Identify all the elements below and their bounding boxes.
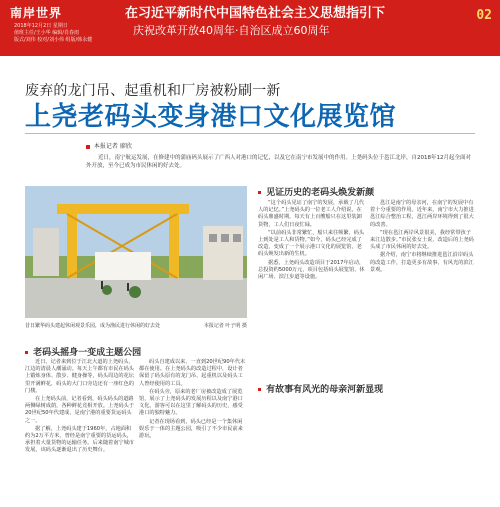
paragraph: 据了解，上尧码头建于1960年，占地面积约为2万平方米，曾经是南宁重要的货运码头，承担着大量货物的运输任务。后来随着南宁城市发展，该码头逐渐退出了历史舞台。 bbox=[25, 425, 134, 454]
paragraph: 记者在现场看到，码头已经是一个集休闲娱乐于一体的主题公园，吸引了不少市民前来游玩。 bbox=[139, 418, 243, 440]
byline-text: 本报记者 廖欣 bbox=[93, 143, 132, 150]
section-title-1 bbox=[25, 345, 141, 358]
section-title-text: 有故事有风光的母亲河新显现 bbox=[266, 385, 384, 395]
section-bullet-icon bbox=[258, 388, 261, 391]
dock-crane-illustration bbox=[25, 186, 247, 318]
lead-paragraph: 近日，南宁航运发展，在修建中的蒲庙码头展示了广西人对港口的记忆，以及它在南宁市发展中的作用。上尧码头位于邕江北岸，自2018年12月起全面对外开放，至今已成为市民休闲的好去处。 bbox=[86, 155, 472, 169]
edition-line: 值班主任/王小华 编辑/肖春雨 bbox=[14, 30, 79, 36]
edition-line: 2018年12月2日 星期日 bbox=[14, 23, 68, 29]
text-column-2 bbox=[139, 359, 247, 441]
banner-line-1: 在习近平新时代中国特色社会主义思想指引下 bbox=[125, 6, 386, 21]
newspaper-logo: 南岸世界 bbox=[10, 6, 63, 20]
article-kicker: 废弃的龙门吊、起重机和厂房被粉刷一新 bbox=[25, 83, 281, 99]
caption-text: 昔日繁华码头建起休闲观景乐园，成为渔民进行休闲的好去处 bbox=[25, 323, 161, 329]
paragraph: “以前码头非常繁忙，船只来往频繁，码头上到处是工人和货物。”如今，码头已经完成了改造，变成了一个展示港口文化的展览馆，老码头焕发出新的生机。 bbox=[258, 229, 365, 258]
text-column-1 bbox=[25, 359, 135, 456]
paragraph: 据悉，上尧码头改造项目于2017年启动，总投资约5000万元，项目包括码头展览馆、休闲广场、滨江步道等设施。 bbox=[258, 259, 365, 281]
photo-credit: 本报记者 叶子明 摄 bbox=[203, 323, 247, 329]
paragraph: 据介绍，南宁市将继续推进邕江沿岸码头的改造工作，打造更多有故事、有风光的滨江景观。 bbox=[370, 252, 474, 273]
banner-line-2: 庆祝改革开放40周年·自治区成立60周年 bbox=[133, 24, 330, 37]
byline bbox=[86, 141, 132, 150]
section-title-2 bbox=[258, 185, 374, 198]
paragraph: “这个码头见证了南宁的发展，承载了几代人的记忆。”上尧码头的一位老工人介绍说，在码头鼎盛时期，每天有上百艘船只在这里装卸货物，工人们日夜忙碌。 bbox=[258, 200, 365, 228]
paragraph: 邕江是南宁的母亲河，在南宁的发展中有着十分重要的作用。近年来，南宁市大力推进邕江综合整治工程，邕江两岸环境得到了很大的改善。 bbox=[370, 200, 474, 228]
paragraph: “现在邕江两岸风景很美，我经常带孩子来江边散步。”市民张女士说，改造后的上尧码头成了市民休闲的好去处。 bbox=[370, 229, 474, 251]
section-title-text: 老码头摇身一变成主题公园 bbox=[33, 348, 142, 358]
section-title-3 bbox=[258, 382, 383, 395]
section-bullet-icon bbox=[25, 351, 28, 354]
section-bullet-icon bbox=[258, 191, 261, 194]
photo-caption bbox=[25, 322, 247, 329]
section-title-text: 见证历史的老码头焕发新颜 bbox=[266, 188, 375, 198]
theme-banner bbox=[125, 6, 465, 37]
edition-info bbox=[14, 23, 92, 44]
masthead bbox=[0, 0, 500, 56]
text-column-3 bbox=[258, 200, 366, 282]
paragraph: 在上尧码头前，记者看到，码头码头的道路两侧绿树成荫，各种鲜花竞相开放。上尧码头于20世纪50年代建成，是南宁港的重要货运码头之一。 bbox=[25, 396, 134, 424]
paragraph: 近日，记者来到位于江北大道的上尧码头，江边的清晨人潮涌动。每天上午都有市民在码头上锻炼身体、散步、健身操等，码头周边的花坛里开满鲜花，码头的大门口旁边还有一座红色的门楼。 bbox=[25, 359, 134, 394]
article-headline: 上尧老码头变身港口文化展览馆 bbox=[25, 102, 397, 132]
page-number: 02 bbox=[476, 8, 492, 23]
divider bbox=[25, 133, 475, 134]
edition-line: 版式/刘伟 校对/刘小伟 组版/韩永健 bbox=[14, 37, 93, 43]
article-photo bbox=[25, 186, 247, 318]
paragraph: 在码头旁，原来的老厂房被改造成了展览馆，展示了上尧码头的发展历程以及南宁港口文化。游客可以在这里了解码头的历史，感受港口的独特魅力。 bbox=[139, 388, 243, 417]
byline-marker-icon bbox=[86, 145, 90, 149]
paragraph: 码头自建成以来，一直到20世纪90年代末都在使用。在上尧码头的改造过程中，设计者保留了码头原有的龙门吊、起重机以及码头工人曾经使用的工具。 bbox=[139, 359, 246, 387]
text-column-4 bbox=[370, 200, 476, 275]
